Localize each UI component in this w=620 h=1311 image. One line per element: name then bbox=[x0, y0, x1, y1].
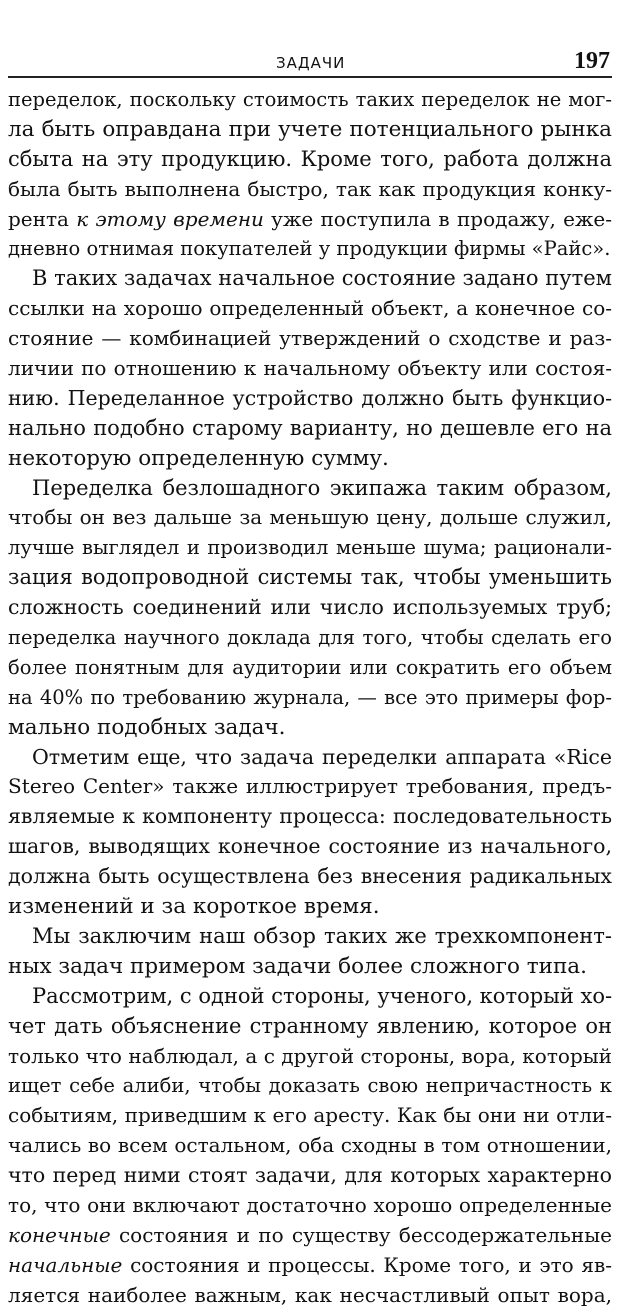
italic-phrase: к этому времени bbox=[76, 206, 264, 231]
text-line bbox=[8, 474, 612, 504]
italic-term: конечные bbox=[8, 1222, 111, 1247]
text-line bbox=[8, 414, 612, 444]
header-rule bbox=[8, 76, 612, 78]
line-text: Переделка безлошадного экипажа таким образом, bbox=[32, 475, 612, 500]
line-text: чались во всем остальном, оба сходны в том отношении, bbox=[8, 1133, 612, 1158]
text-line bbox=[8, 563, 612, 593]
body-text bbox=[8, 85, 612, 1311]
text-line bbox=[8, 922, 612, 952]
line-text: нально подобно старому варианту, но дешевле его на bbox=[8, 415, 612, 440]
line-text: являемые к компоненту процесса: последовательность bbox=[8, 804, 612, 829]
text-line bbox=[8, 533, 612, 563]
text-line bbox=[8, 1281, 612, 1311]
line-text: ищет себе алиби, чтобы доказать свою непричастность к bbox=[8, 1074, 612, 1098]
text-line bbox=[8, 743, 612, 773]
text-line bbox=[8, 952, 612, 982]
line-text: лучше выглядел и производил меньше шума; рационали- bbox=[8, 536, 612, 560]
text-line bbox=[8, 1071, 612, 1101]
line-text: ляется наиболее важным, как несчастливый опыт вора, bbox=[8, 1282, 612, 1307]
text-line bbox=[8, 623, 612, 653]
line-text: стояние — комбинацией утверждений о сходстве и раз- bbox=[8, 326, 612, 351]
line-text: сложность соединений или число используемых труб; bbox=[8, 595, 612, 620]
line-text: что перед ними стоят задачи, для которых характерно bbox=[8, 1163, 612, 1188]
line-text: дневно отнимая покупателей у продукции фирмы «Райс». bbox=[8, 237, 611, 261]
line-text: событиям, приведшим к его аресту. Как бы они ни отли- bbox=[8, 1103, 612, 1128]
line-text: Отметим еще, что задача переделки аппарата «Rice bbox=[32, 744, 612, 769]
line-text: более понятным для аудитории или сократить его объем bbox=[8, 655, 612, 679]
text-line bbox=[8, 772, 612, 802]
line-text: то, что они включают достаточно хорошо определенные bbox=[8, 1192, 612, 1217]
text-line bbox=[8, 653, 612, 683]
line-text: чет дать объяснение странному явлению, которое он bbox=[8, 1013, 612, 1038]
text-line bbox=[8, 1251, 612, 1281]
text-line bbox=[8, 1131, 612, 1161]
line-text: зация водопроводной системы так, чтобы уменьшить bbox=[8, 565, 612, 590]
text-line bbox=[8, 1191, 612, 1221]
line-text: чтобы он вез дальше за меньшую цену, дольше служил, bbox=[8, 505, 612, 530]
line-text: переделка научного доклада для того, чтобы сделать его bbox=[8, 626, 612, 650]
line-text: на 40% по требованию журнала, — все это примеры фор- bbox=[8, 685, 612, 709]
italic-term: начальные bbox=[8, 1252, 123, 1277]
line-text: рента bbox=[8, 206, 69, 231]
text-line bbox=[8, 384, 612, 414]
line-text: ссылки на хорошо определенный объект, а конечное со- bbox=[8, 296, 612, 321]
text-line bbox=[8, 713, 612, 743]
text-line bbox=[8, 802, 612, 832]
line-text: личии по отношению к начальному объекту или состоя- bbox=[8, 356, 612, 381]
page-number: 197 bbox=[574, 48, 610, 74]
text-line bbox=[8, 145, 612, 175]
book-page bbox=[8, 0, 612, 1307]
text-line bbox=[8, 205, 612, 235]
line-text: состояния и по существу бессодержательные bbox=[118, 1222, 612, 1247]
text-line bbox=[8, 892, 612, 922]
text-line bbox=[8, 234, 612, 264]
line-text: только что наблюдал, а с другой стороны, вора, который bbox=[8, 1043, 612, 1068]
line-text: переделок, поскольку стоимость таких переделок не мог- bbox=[8, 88, 612, 111]
line-text: В таких задачах начальное состояние задано путем bbox=[32, 266, 612, 291]
text-line bbox=[8, 85, 612, 115]
line-text: шагов, выводящих конечное состояние из начального, bbox=[8, 834, 612, 859]
text-line bbox=[8, 982, 612, 1012]
text-line bbox=[8, 264, 612, 294]
line-text: нию. Переделанное устройство должно быть функцио- bbox=[8, 385, 612, 410]
line-text: была быть выполнена быстро, так как продукция конку- bbox=[8, 176, 612, 201]
chapter-title: ЗАДАЧИ bbox=[276, 54, 346, 72]
line-text-after: уже поступила в продажу, еже- bbox=[271, 206, 612, 231]
text-line bbox=[8, 593, 612, 623]
text-line bbox=[8, 1221, 612, 1251]
text-line bbox=[8, 1161, 612, 1191]
line-text: изменений и за короткое время. bbox=[8, 894, 380, 920]
text-line bbox=[8, 294, 612, 324]
running-head bbox=[8, 48, 612, 78]
line-text: Мы заключим наш обзор таких же трехкомпонент- bbox=[32, 923, 612, 948]
text-line bbox=[8, 832, 612, 862]
text-line bbox=[8, 862, 612, 892]
text-line bbox=[8, 354, 612, 384]
line-text: сбыта на эту продукцию. Кроме того, работа должна bbox=[8, 146, 612, 171]
text-line bbox=[8, 1101, 612, 1131]
line-text: должна быть осуществлена без внесения радикальных bbox=[8, 864, 612, 889]
line-text: некоторую определенную сумму. bbox=[8, 445, 389, 471]
text-line bbox=[8, 1012, 612, 1042]
line-text: состояния и процессы. Кроме того, и это яв- bbox=[130, 1252, 612, 1277]
line-text: мально подобных задач. bbox=[8, 714, 286, 740]
line-text: ных задач примером задачи более сложного типа. bbox=[8, 953, 587, 979]
text-line bbox=[8, 1042, 612, 1072]
text-line bbox=[8, 683, 612, 713]
text-line bbox=[8, 444, 612, 474]
line-text: Stereo Center» также иллюстрирует требования, предъ- bbox=[8, 774, 612, 799]
line-text: ла быть оправдана при учете потенциального рынка bbox=[8, 116, 612, 142]
text-line bbox=[8, 115, 612, 145]
text-line bbox=[8, 324, 612, 354]
text-line bbox=[8, 175, 612, 205]
line-text: Рассмотрим, с одной стороны, ученого, который хо- bbox=[32, 983, 612, 1008]
text-line bbox=[8, 503, 612, 533]
